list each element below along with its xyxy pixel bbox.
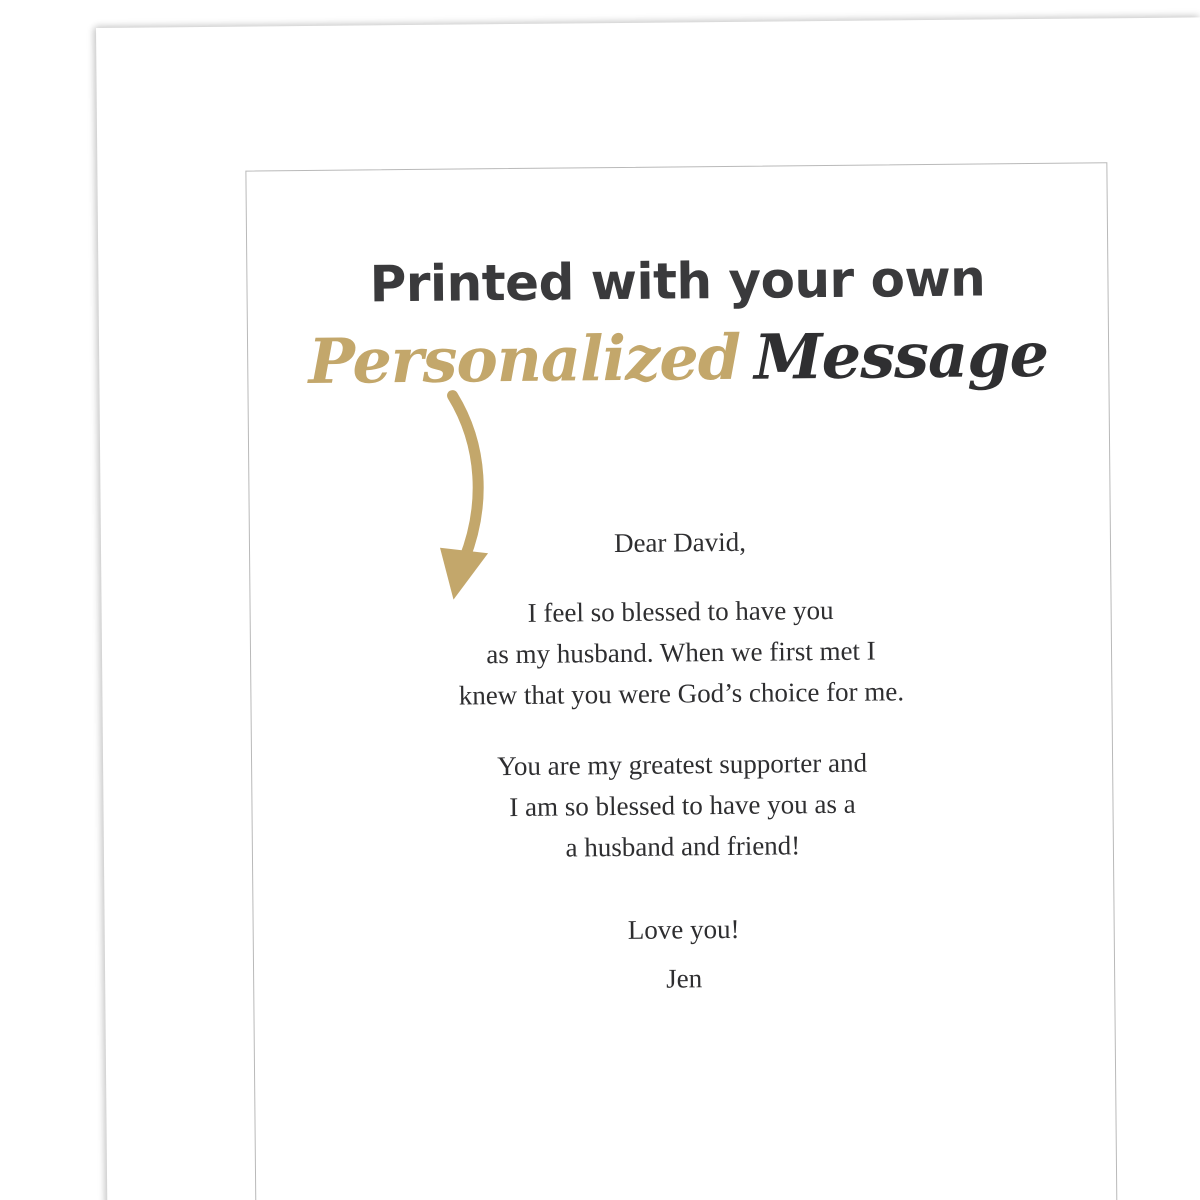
message-paragraph-2 [252,740,1113,871]
script-word-personalized: Personalized [308,320,741,398]
page-title: Printed with your own [369,249,986,314]
message-salutation: Dear David, [613,526,747,559]
message-closing: Love you! [627,914,740,946]
message-signature: Jen [666,963,703,994]
personalized-message [250,518,1115,1004]
message-closing-block [254,905,1115,1003]
message-line: You are my greatest supporter and [496,747,868,782]
card-inner [246,163,1116,1200]
script-word-message: Message [753,317,1049,394]
message-line: knew that you were God’s choice for me. [458,676,905,711]
message-line: as my husband. When we first met I [486,635,876,670]
message-line: a husband and friend! [565,830,801,863]
message-line: I feel so blessed to have you [527,594,834,628]
script-subtitle [248,317,1109,398]
paper-sheet [96,17,1200,1200]
card-frame [245,162,1117,1200]
message-line: I am so blessed to have you as a [509,788,856,823]
message-paragraph-1 [250,587,1111,718]
